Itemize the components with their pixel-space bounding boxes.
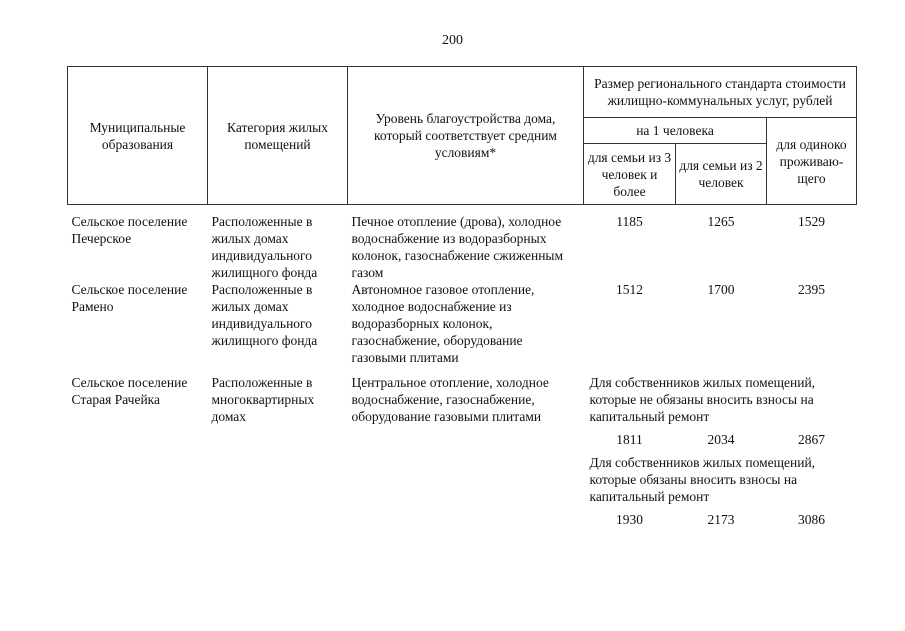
cell-municipal: Сельское поселение Печерское <box>71 214 188 246</box>
cell-value: 1185 <box>616 214 643 229</box>
cell-value: 2395 <box>798 282 825 297</box>
table-row <box>68 213 857 281</box>
housing-standard-table <box>67 66 857 534</box>
header-standard: Размер регионального стандарта стоимости жилищно-коммунальных услуг, рублей <box>584 67 857 118</box>
cell-category: Расположенные в жилых домах индивидуального жилищного фонда <box>211 282 318 348</box>
header-single: для одиноко проживаю-щего <box>767 118 857 205</box>
cell-note: Для собственников жилых помещений, которые не обязаны вносить взносы на капитальный ремонт <box>589 375 816 424</box>
cell-note: Для собственников жилых помещений, которые обязаны вносить взносы на капитальный ремонт <box>589 455 816 504</box>
table-row <box>68 281 857 366</box>
header-per-person: на 1 человека <box>584 118 767 144</box>
header-municipal: Муниципальные образования <box>68 67 208 205</box>
cell-value: 2173 <box>707 512 735 527</box>
cell-value: 1529 <box>798 214 825 229</box>
cell-category: Расположенные в жилых домах индивидуального жилищного фонда <box>211 214 318 280</box>
table-row <box>68 374 857 425</box>
header-family2: для семьи из 2 человек <box>676 144 767 205</box>
cell-value: 2867 <box>798 432 825 447</box>
cell-value: 1700 <box>707 282 735 297</box>
cell-value: 1930 <box>616 512 643 527</box>
cell-value: 1265 <box>707 214 735 229</box>
page-number: 200 <box>442 33 463 48</box>
cell-municipal: Сельское поселение Старая Рачейка <box>71 375 188 407</box>
cell-level: Центральное отопление, холодное водоснабжение, газоснабжение, оборудование газовыми плитами <box>351 375 549 424</box>
cell-municipal: Сельское поселение Рамено <box>71 282 188 314</box>
cell-level: Печное отопление (дрова), холодное водоснабжение из водоразборных колонок, газоснабжение сжиженным газом <box>351 214 564 280</box>
cell-value: 2034 <box>707 432 735 447</box>
header-level: Уровень благоустройства дома, который соответствует средним условиям* <box>348 67 584 205</box>
cell-level: Автономное газовое отопление, холодное водоснабжение из водоразборных колонок, газоснабжение, оборудование газовыми плитами <box>351 282 535 365</box>
header-family3: для семьи из 3 человек и более <box>584 144 676 205</box>
cell-value: 1512 <box>616 282 643 297</box>
header-category: Категория жилых помещений <box>208 67 348 205</box>
cell-category: Расположенные в многоквартирных домах <box>211 375 315 424</box>
cell-value: 3086 <box>798 512 825 527</box>
cell-value: 1811 <box>616 432 643 447</box>
